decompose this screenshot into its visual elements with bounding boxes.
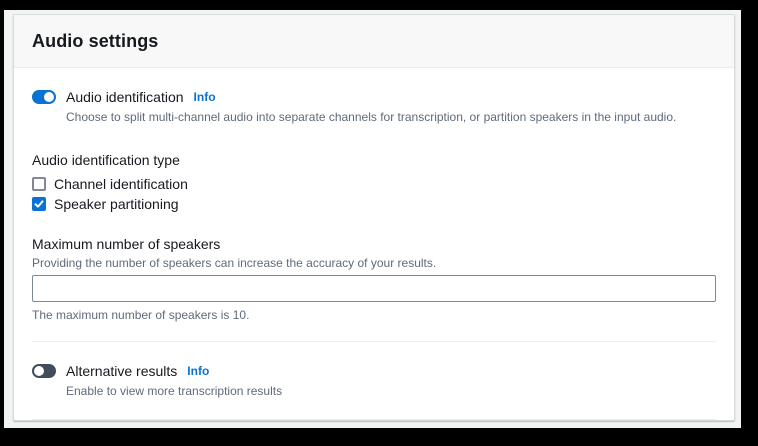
audio-identification-type-group [32,151,716,213]
audio-identification-label: Audio identification [66,89,184,105]
channel-identification-checkbox[interactable] [32,177,46,191]
max-speakers-constraint: The maximum number of speakers is 10. [32,308,250,322]
alternative-results-label: Alternative results [66,363,178,379]
panel-body [14,68,734,420]
audio-identification-row [32,88,716,106]
channel-identification-option[interactable] [32,175,716,193]
speaker-partitioning-option[interactable] [32,195,716,213]
alternative-results-description: Enable to view more transcription results [66,384,283,398]
panel-header [14,15,734,68]
toggle-knob [34,366,44,376]
audio-identification-type-label: Audio identification type [32,152,180,168]
max-speakers-description: Providing the number of speakers can increase the accuracy of your results. [32,256,437,270]
alternative-results-toggle[interactable] [32,364,56,378]
alternative-results-info-link[interactable]: Info [187,364,210,378]
max-speakers-label: Maximum number of speakers [32,236,221,252]
audio-identification-description: Choose to split multi-channel audio into separate channels for transcription, or partition speakers in the input audio. [66,110,677,124]
speaker-partitioning-label: Speaker partitioning [54,196,179,212]
speaker-partitioning-checkbox[interactable] [32,197,46,211]
panel-title: Audio settings [32,30,159,51]
checkmark-icon [34,199,44,209]
alternative-results-row [32,362,716,380]
audio-identification-toggle[interactable] [32,90,56,104]
max-speakers-input[interactable] [32,275,716,302]
footer-divider [32,419,716,420]
page-background [4,10,741,428]
audio-identification-info-link[interactable]: Info [193,90,216,104]
channel-identification-label: Channel identification [54,176,188,192]
audio-settings-panel [13,14,735,421]
section-divider [32,341,716,342]
toggle-knob [44,92,54,102]
max-speakers-group [32,235,716,323]
